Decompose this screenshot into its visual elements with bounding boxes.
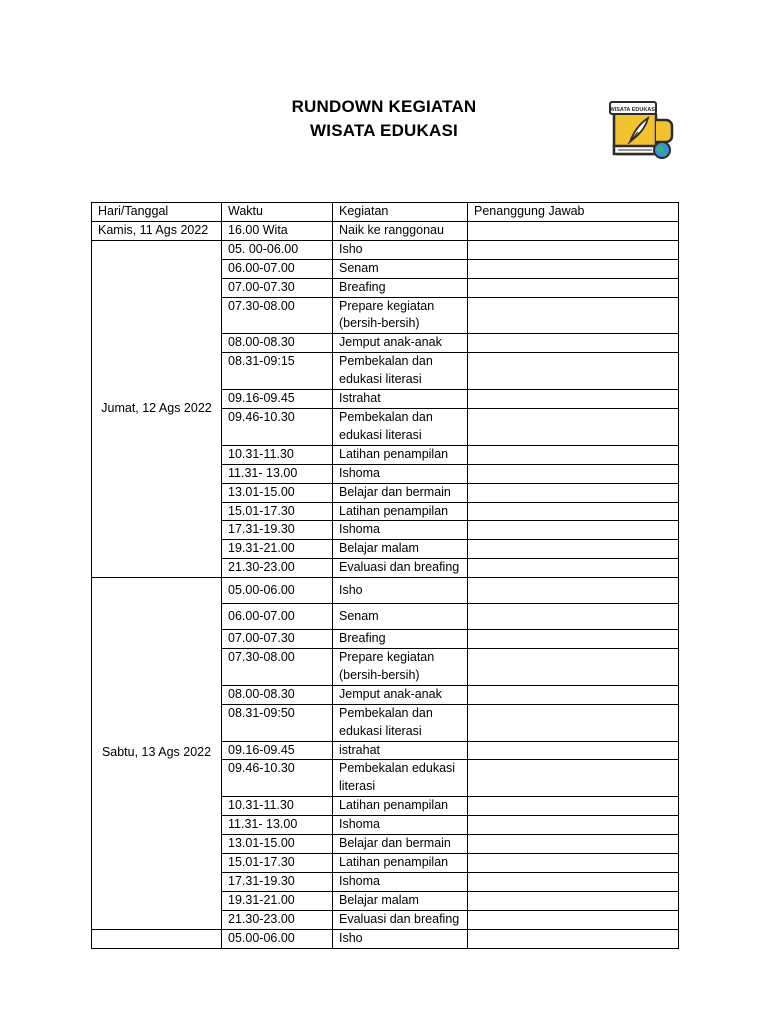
- activity-cell: [333, 240, 468, 259]
- activity-cell: [333, 297, 468, 334]
- title-line-1: RUNDOWN KEGIATAN: [291, 97, 477, 116]
- activity-line-1: Evaluasi dan breafing: [339, 560, 460, 575]
- activity-cell: [333, 604, 468, 630]
- activity-cell: [333, 797, 468, 816]
- pic-cell: [468, 464, 679, 483]
- activity-cell: [333, 630, 468, 649]
- activity-line-1: Evaluasi dan breafing: [339, 911, 460, 926]
- pic-cell: [468, 835, 679, 854]
- activity-line-1: Ishoma: [339, 873, 380, 888]
- activity-line-2: (bersih-bersih): [339, 316, 420, 331]
- time-cell: 09.16-09.45: [222, 390, 333, 409]
- activity-cell: [333, 872, 468, 891]
- day-cell-jumat: Jumat, 12 Ags 2022: [92, 240, 222, 577]
- pic-cell: [468, 649, 679, 686]
- time-cell: 09.46-10.30: [222, 408, 333, 445]
- time-cell: 05. 00-06.00: [222, 240, 333, 259]
- header-kegiatan: Kegiatan: [333, 203, 468, 222]
- activity-cell: Naik ke ranggonau: [333, 221, 468, 240]
- activity-line-1: Belajar malam: [339, 892, 419, 907]
- time-cell: 10.31-11.30: [222, 445, 333, 464]
- header-hari-tanggal: Hari/Tanggal: [92, 203, 222, 222]
- activity-cell: [333, 741, 468, 760]
- time-cell: 21.30-23.00: [222, 910, 333, 929]
- time-cell: 19.31-21.00: [222, 891, 333, 910]
- rundown-table: [91, 202, 679, 949]
- pic-cell: [468, 704, 679, 741]
- pic-cell: [468, 240, 679, 259]
- time-cell: 07.00-07.30: [222, 630, 333, 649]
- activity-line-2: literasi: [339, 779, 376, 794]
- pic-cell: [468, 797, 679, 816]
- time-cell: 10.31-11.30: [222, 797, 333, 816]
- time-cell: 21.30-23.00: [222, 559, 333, 578]
- time-cell: 05.00-06.00: [222, 578, 333, 604]
- activity-cell: [333, 259, 468, 278]
- activity-line-1: Ishoma: [339, 522, 380, 537]
- activity-cell: [333, 816, 468, 835]
- activity-line-1: Prepare kegiatan: [339, 298, 435, 313]
- activity-cell: [333, 464, 468, 483]
- pic-cell: [468, 741, 679, 760]
- activity-line-1: Prepare kegiatan: [339, 650, 435, 665]
- pic-cell: [468, 353, 679, 390]
- time-cell: 07.00-07.30: [222, 278, 333, 297]
- activity-cell: [333, 408, 468, 445]
- activity-cell: [333, 854, 468, 873]
- pic-cell: [468, 297, 679, 334]
- activity-line-1: istrahat: [339, 742, 380, 757]
- pic-cell: [468, 540, 679, 559]
- time-cell: 15.01-17.30: [222, 502, 333, 521]
- time-cell: 08.31-09:15: [222, 353, 333, 390]
- activity-line-1: Pembekalan dan: [339, 409, 433, 424]
- activity-line-1: Latihan penampilan: [339, 855, 449, 869]
- activity-line-2: edukasi literasi: [339, 372, 422, 387]
- activity-line-1: Pembekalan edukasi: [339, 761, 456, 776]
- pic-cell: [468, 816, 679, 835]
- time-cell: 19.31-21.00: [222, 540, 333, 559]
- pic-cell: [468, 259, 679, 278]
- time-cell: 08.00-08.30: [222, 685, 333, 704]
- header-waktu: Waktu: [222, 203, 333, 222]
- activity-line-1: Jemput anak-anak: [339, 335, 442, 350]
- activity-cell: [333, 521, 468, 540]
- time-cell: 06.00-07.00: [222, 604, 333, 630]
- time-cell: 05.00-06.00: [222, 929, 333, 948]
- svg-text:WISATA EDUKASI: WISATA EDUKASI: [609, 107, 657, 113]
- pic-cell: [468, 685, 679, 704]
- activity-line-1: Isho: [339, 582, 363, 597]
- activity-line-2: (bersih-bersih): [339, 667, 420, 682]
- day-cell-sabtu: Sabtu, 13 Ags 2022: [92, 578, 222, 930]
- activity-line-1: Senam: [339, 260, 379, 275]
- activity-line-1: Pembekalan dan: [339, 705, 433, 720]
- header-penanggung-jawab: Penanggung Jawab: [468, 203, 679, 222]
- pic-cell: [468, 760, 679, 797]
- activity-cell: [333, 891, 468, 910]
- activity-line-1: Belajar dan bermain: [339, 836, 451, 851]
- pic-cell: [468, 872, 679, 891]
- activity-line-2: edukasi literasi: [339, 723, 422, 738]
- activity-cell: [333, 578, 468, 604]
- activity-cell: [333, 559, 468, 578]
- time-cell: 09.46-10.30: [222, 760, 333, 797]
- pic-cell: [468, 929, 679, 948]
- pic-cell: [468, 630, 679, 649]
- activity-line-1: Belajar dan bermain: [339, 484, 451, 499]
- time-cell: 15.01-17.30: [222, 854, 333, 873]
- table-header-row: [92, 203, 679, 222]
- table-row: [92, 221, 679, 240]
- time-cell: 13.01-15.00: [222, 835, 333, 854]
- day-cell-kamis: Kamis, 11 Ags 2022: [92, 221, 222, 240]
- activity-cell: [333, 835, 468, 854]
- pic-cell: [468, 221, 679, 240]
- time-cell: 17.31-19.30: [222, 521, 333, 540]
- activity-line-1: Breafing: [339, 631, 386, 646]
- activity-cell: [333, 540, 468, 559]
- activity-cell: [333, 502, 468, 521]
- activity-cell: [333, 445, 468, 464]
- time-cell: 08.31-09:50: [222, 704, 333, 741]
- activity-cell: Isho: [333, 929, 468, 948]
- time-cell: 07.30-08.00: [222, 297, 333, 334]
- pic-cell: [468, 483, 679, 502]
- activity-line-1: Latihan penampilan: [339, 446, 449, 461]
- activity-line-1: Jemput anak-anak: [339, 686, 442, 701]
- time-cell: 06.00-07.00: [222, 259, 333, 278]
- pic-cell: [468, 502, 679, 521]
- activity-line-1: Belajar malam: [339, 541, 419, 556]
- time-cell: 11.31- 13.00: [222, 816, 333, 835]
- table-row: [92, 578, 679, 604]
- pic-cell: [468, 854, 679, 873]
- activity-cell: [333, 649, 468, 686]
- time-cell: 13.01-15.00: [222, 483, 333, 502]
- activity-cell: [333, 685, 468, 704]
- book-quill-globe-logo-icon: [608, 100, 678, 160]
- activity-line-1: Latihan penampilan: [339, 503, 449, 518]
- pic-cell: [468, 278, 679, 297]
- activity-cell: [333, 334, 468, 353]
- activity-line-1: Latihan penampilan: [339, 798, 449, 813]
- pic-cell: [468, 390, 679, 409]
- activity-line-1: Ishoma: [339, 465, 380, 480]
- pic-cell: [468, 408, 679, 445]
- activity-line-1: Istrahat: [339, 391, 381, 406]
- day-cell-empty: [92, 929, 222, 948]
- activity-cell: [333, 390, 468, 409]
- activity-cell: [333, 278, 468, 297]
- pic-cell: [468, 578, 679, 604]
- time-cell: 09.16-09.45: [222, 741, 333, 760]
- pic-cell: [468, 334, 679, 353]
- time-cell: 07.30-08.00: [222, 649, 333, 686]
- pic-cell: [468, 604, 679, 630]
- time-cell: 08.00-08.30: [222, 334, 333, 353]
- title-line-2: WISATA EDUKASI: [310, 121, 458, 140]
- activity-cell: [333, 704, 468, 741]
- time-cell: 11.31- 13.00: [222, 464, 333, 483]
- activity-line-1: Senam: [339, 608, 379, 623]
- pic-cell: [468, 445, 679, 464]
- activity-line-2: edukasi literasi: [339, 427, 422, 442]
- activity-cell: [333, 483, 468, 502]
- table-row: [92, 929, 679, 948]
- pic-cell: [468, 910, 679, 929]
- activity-line-1: Breafing: [339, 279, 386, 294]
- pic-cell: [468, 559, 679, 578]
- activity-line-1: Isho: [339, 241, 363, 256]
- pic-cell: [468, 521, 679, 540]
- activity-cell: [333, 353, 468, 390]
- time-cell: 17.31-19.30: [222, 872, 333, 891]
- activity-cell: [333, 910, 468, 929]
- table-row: [92, 240, 679, 259]
- time-cell: 16.00 Wita: [222, 221, 333, 240]
- pic-cell: [468, 891, 679, 910]
- activity-cell: [333, 760, 468, 797]
- activity-line-1: Ishoma: [339, 817, 380, 832]
- activity-line-1: Pembekalan dan: [339, 354, 433, 369]
